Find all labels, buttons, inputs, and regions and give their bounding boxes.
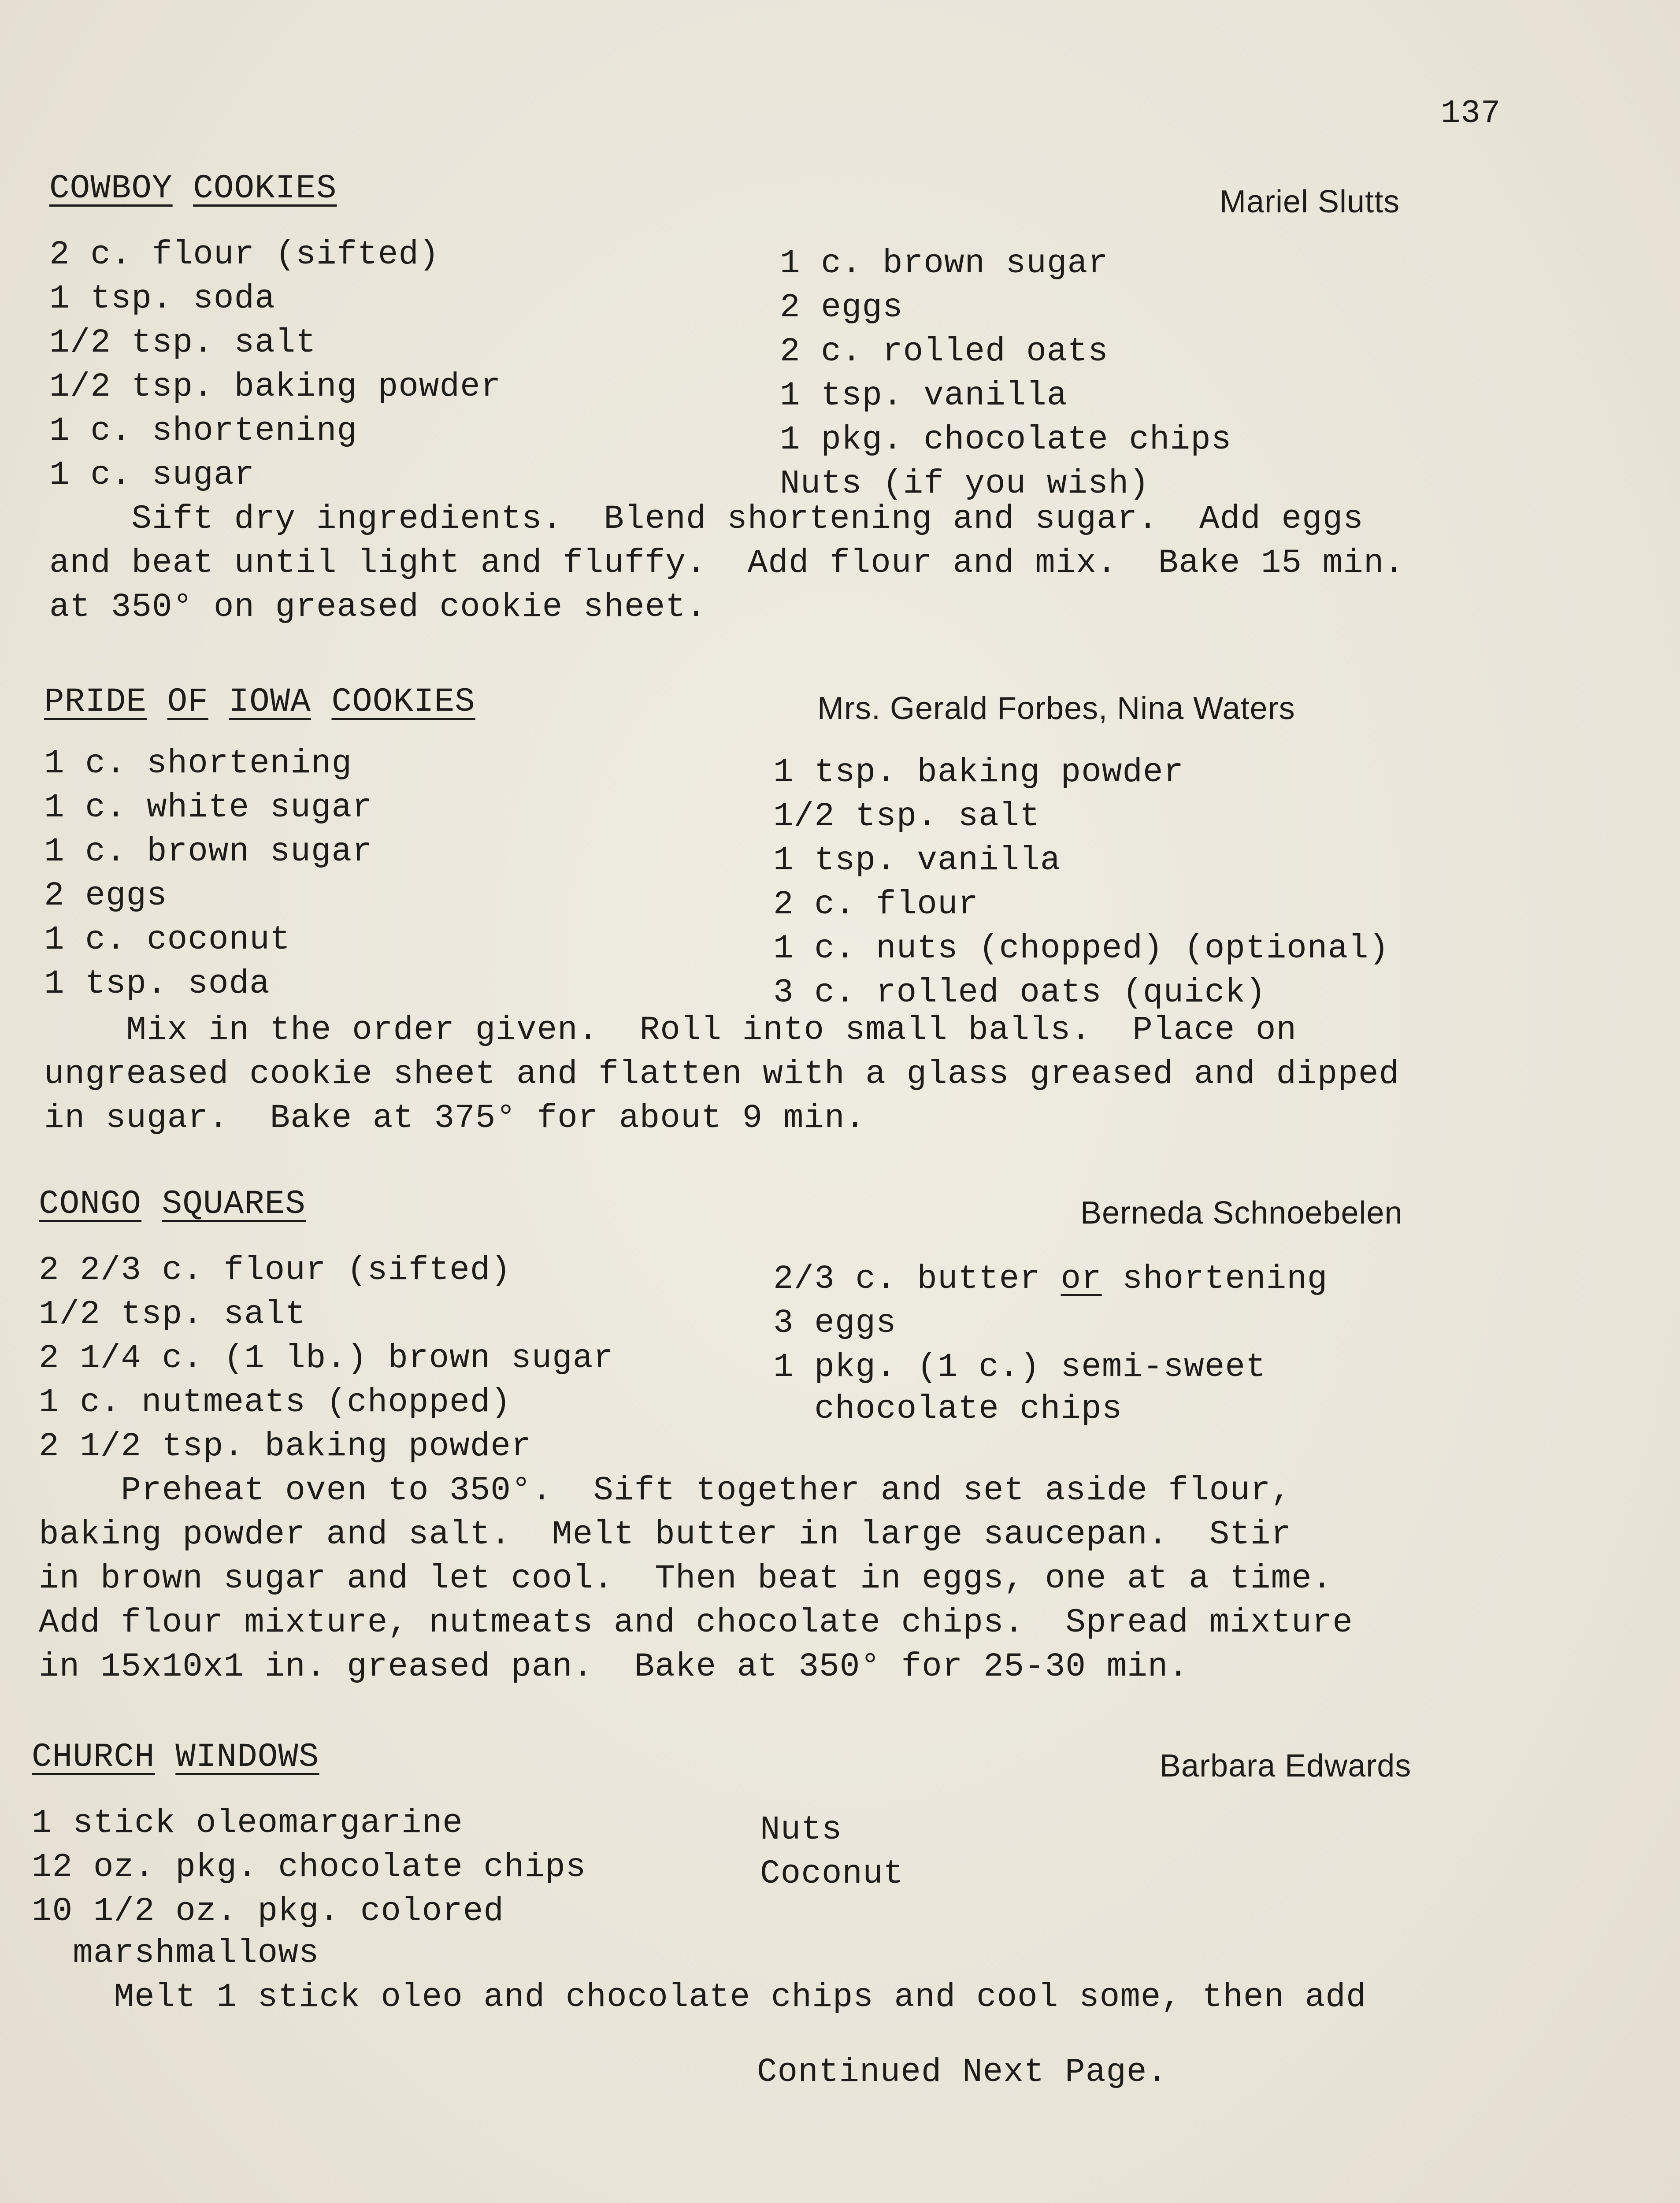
ingredient-item: 2 1/4 c. (1 lb.) brown sugar [39, 1339, 614, 1377]
directions-line: Mix in the order given. Roll into small balls. Place on [44, 1011, 1297, 1049]
continued-note: Continued Next Page. [757, 2053, 1168, 2091]
directions-line: at 350° on greased cookie sheet. [49, 588, 707, 626]
ingredient-item: 1 c. brown sugar [44, 833, 373, 871]
ingredient-item: 1 tsp. vanilla [773, 842, 1061, 879]
directions-line: baking powder and salt. Melt butter in large saucepan. Stir [39, 1516, 1292, 1554]
recipe-title [39, 1183, 306, 1225]
recipe-author: Barbara Edwards [1160, 1748, 1412, 1784]
title-word: COWBOY [49, 170, 173, 208]
ingredient-item: 1 c. brown sugar [780, 245, 1109, 282]
ingredient-item: 1 c. nuts (chopped) (optional) [773, 930, 1390, 968]
ingredient-item: 2 2/3 c. flour (sifted) [39, 1251, 511, 1289]
ingredient-item: 1 tsp. baking powder [773, 753, 1184, 791]
recipe-author: Mrs. Gerald Forbes, Nina Waters [817, 691, 1295, 726]
recipe-title [49, 167, 337, 210]
ingredient-item: Nuts (if you wish) [780, 465, 1150, 503]
ingredient-item: 1 c. nutmeats (chopped) [39, 1383, 511, 1421]
ingredient-item: 1/2 tsp. baking powder [49, 368, 501, 406]
directions-line: in 15x10x1 in. greased pan. Bake at 350° for 25-30 min. [39, 1648, 1189, 1686]
ingredient-item: 1 c. shortening [44, 745, 352, 783]
title-word: SQUARES [162, 1185, 306, 1223]
directions-line: in sugar. Bake at 375° for about 9 min. [44, 1099, 866, 1137]
ingredient-item: 1 c. coconut [44, 921, 291, 959]
ingredient-item: 1/2 tsp. salt [49, 324, 316, 362]
ingredient-item: 1 pkg. (1 c.) semi-sweet [773, 1348, 1266, 1386]
title-word: CONGO [39, 1185, 142, 1223]
ingredient-item: 1 stick oleomargarine [32, 1804, 463, 1842]
ingredient-item: 2 1/2 tsp. baking powder [39, 1428, 532, 1465]
ingredient-item: 10 1/2 oz. pkg. colored [32, 1892, 504, 1930]
ingredient-item: 1/2 tsp. salt [39, 1295, 306, 1333]
ingredient-item: 1 tsp. soda [44, 965, 270, 1003]
title-word: WINDOWS [175, 1738, 319, 1776]
title-word: PRIDE [44, 683, 147, 721]
ingredient-item [773, 1258, 1328, 1300]
ingredient-item: 2 c. rolled oats [780, 333, 1109, 371]
ingredient-item: 12 oz. pkg. chocolate chips [32, 1848, 586, 1886]
recipe-author: Berneda Schnoebelen [1080, 1195, 1403, 1231]
ingredient-item: Coconut [760, 1855, 904, 1893]
directions-line: ungreased cookie sheet and flatten with a glass greased and dipped [44, 1055, 1400, 1093]
recipe-title [32, 1736, 319, 1778]
directions-line: Melt 1 stick oleo and chocolate chips and cool some, then add [32, 1978, 1367, 2016]
directions-line: Preheat oven to 350°. Sift together and set aside flour, [39, 1472, 1292, 1509]
ingredient-item: 2 c. flour (sifted) [49, 236, 440, 274]
page-number: 137 [1441, 95, 1501, 132]
ingredient-text: shortening [1101, 1260, 1328, 1298]
bleed-through-decoration [97, 88, 1030, 130]
title-word: COOKIES [193, 170, 337, 208]
recipe-author: Mariel Slutts [1220, 184, 1400, 219]
title-word: CHURCH [32, 1738, 155, 1776]
directions-line: Add flour mixture, nutmeats and chocolate chips. Spread mixture [39, 1604, 1353, 1642]
directions-line: and beat until light and fluffy. Add flour and mix. Bake 15 min. [49, 544, 1405, 582]
ingredient-item: 1 pkg. chocolate chips [780, 421, 1232, 459]
ingredient-item: 1 tsp. soda [49, 280, 275, 318]
ingredient-item: 1 c. white sugar [44, 789, 373, 827]
ingredient-text: 2/3 c. butter [773, 1260, 1061, 1298]
ingredient-item: 2 eggs [44, 877, 167, 915]
title-word: COOKIES [331, 683, 475, 721]
ingredient-item: chocolate chips [773, 1390, 1123, 1428]
recipe-title [44, 681, 475, 723]
title-word: IOWA [229, 683, 311, 721]
title-word: OF [167, 683, 208, 721]
ingredient-item: 1/2 tsp. salt [773, 797, 1040, 835]
ingredient-item: 3 c. rolled oats (quick) [773, 974, 1266, 1012]
ingredient-item: 1 c. shortening [49, 412, 358, 450]
ingredient-item: marshmallows [32, 1934, 319, 1972]
ingredient-item: 1 c. sugar [49, 456, 255, 494]
ingredient-item: 3 eggs [773, 1304, 897, 1342]
directions-line: Sift dry ingredients. Blend shortening and sugar. Add eggs [49, 500, 1364, 538]
ingredient-item: Nuts [760, 1811, 842, 1849]
ingredient-item: 1 tsp. vanilla [780, 377, 1068, 415]
ingredient-item: 2 eggs [780, 289, 903, 326]
directions-line: in brown sugar and let cool. Then beat in eggs, one at a time. [39, 1560, 1333, 1598]
ingredient-text-underlined: or [1061, 1260, 1102, 1298]
ingredient-item: 2 c. flour [773, 886, 979, 923]
